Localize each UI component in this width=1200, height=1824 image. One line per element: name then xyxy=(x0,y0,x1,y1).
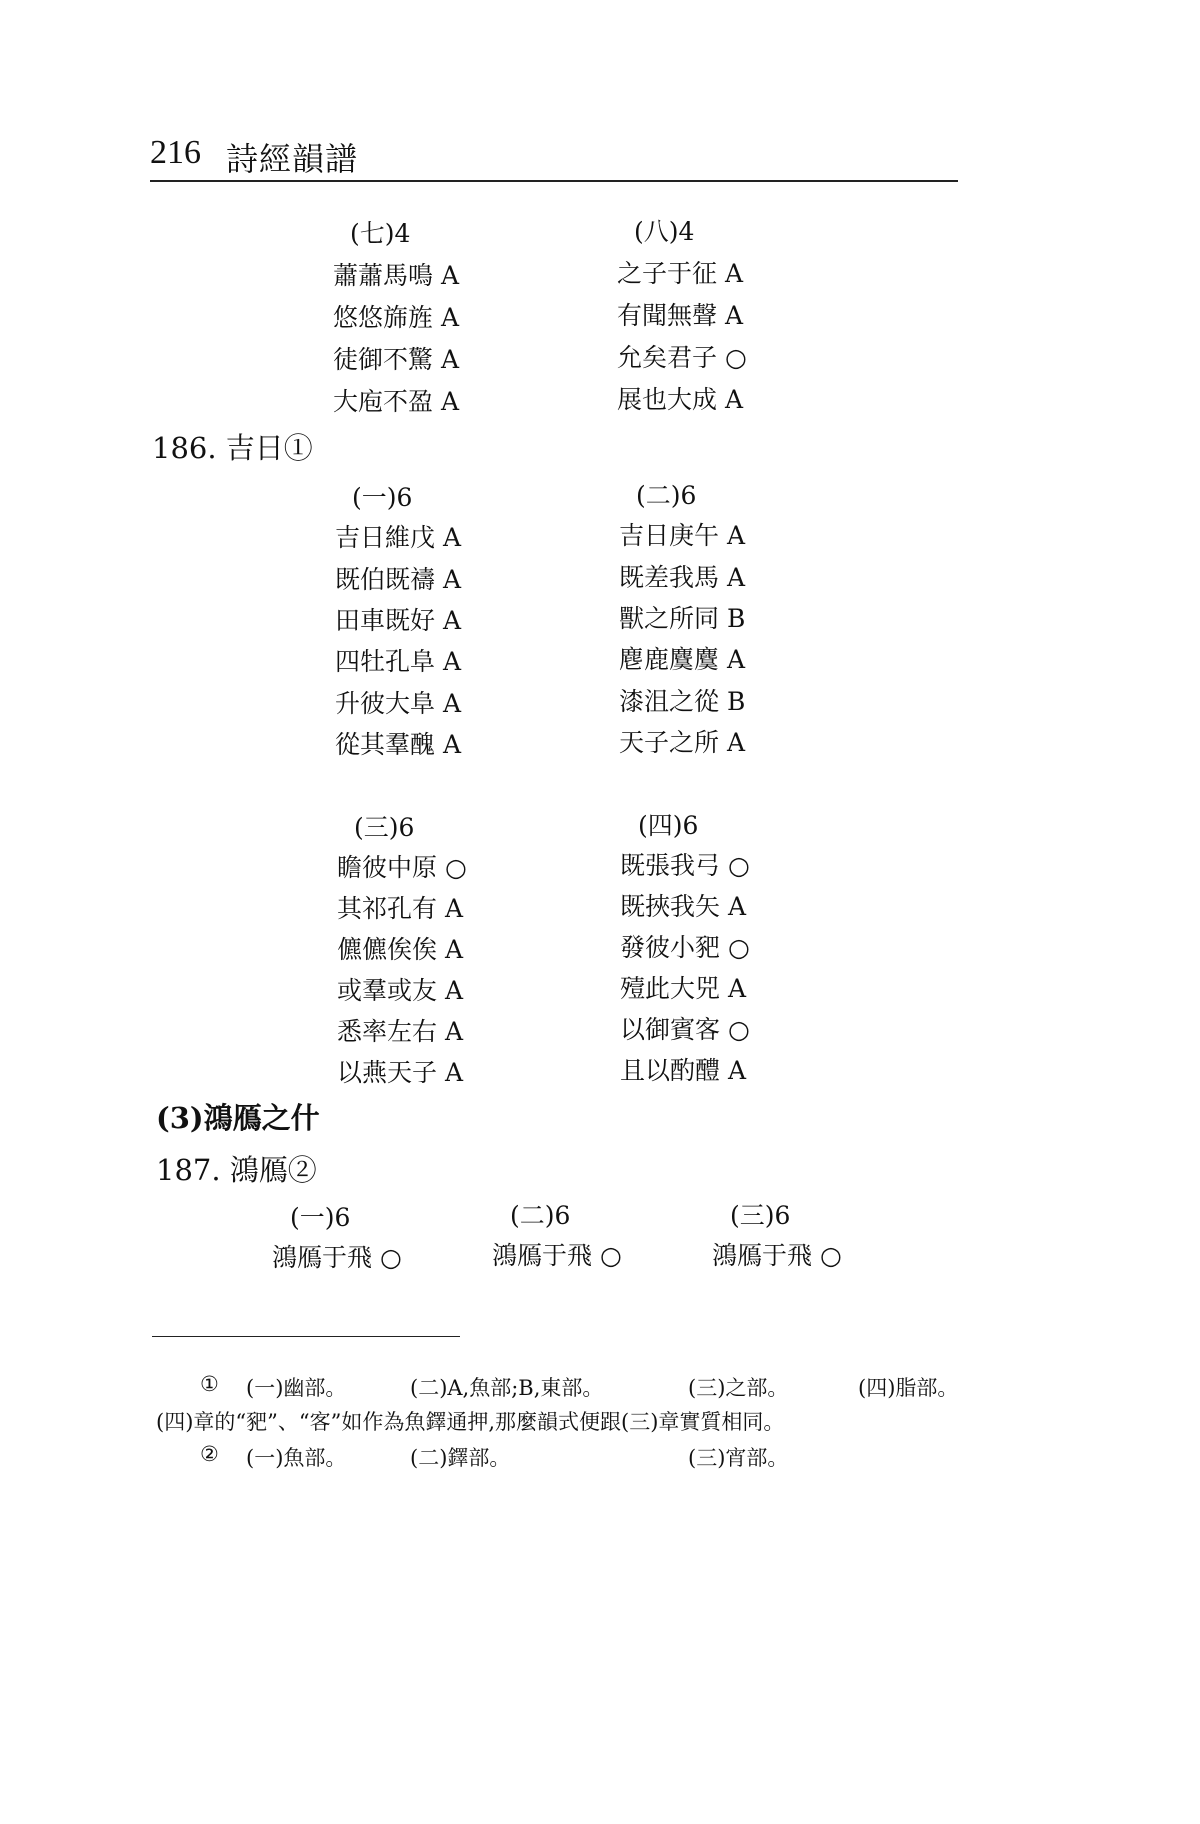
stanza-label-2: (二)6 xyxy=(510,1201,571,1230)
verse-line: 鴻鴈于飛 ○ xyxy=(272,1243,402,1272)
verse-line: 既伯既禱 A xyxy=(335,565,462,594)
verse-line: 發彼小豝 ○ xyxy=(620,933,750,962)
verse-line: 以御賓客 ○ xyxy=(620,1015,750,1044)
verse-line: 蕭蕭馬鳴 A xyxy=(333,261,460,290)
stanza-label-1: (一)6 xyxy=(290,1203,351,1232)
verse-line: 展也大成 A xyxy=(617,385,744,414)
verse-line: 麀鹿麌麌 A xyxy=(619,645,746,674)
verse-line: 悠悠旆旌 A xyxy=(333,303,460,332)
stanza-label-7: (七)4 xyxy=(350,219,411,248)
footnote-1-part-b: (二)A,魚部;B,東部。 xyxy=(410,1376,604,1400)
stanza-label-2: (二)6 xyxy=(636,481,697,510)
verse-line: 之子于征 A xyxy=(617,259,744,288)
footnote-marker-2: ② xyxy=(200,1442,219,1466)
verse-line: 從其羣醜 A xyxy=(335,730,462,759)
verse-line: 徒御不驚 A xyxy=(333,345,460,374)
header-rule xyxy=(150,180,958,182)
footnote-marker-1: ① xyxy=(200,1372,219,1396)
page-number: 216 xyxy=(150,134,201,171)
verse-line: 既挾我矢 A xyxy=(620,892,747,921)
footnote-2-part-a: (一)魚部。 xyxy=(246,1446,347,1470)
stanza-label-4: (四)6 xyxy=(638,811,699,840)
verse-line: 田車既好 A xyxy=(335,606,462,635)
stanza-label-3: (三)6 xyxy=(354,813,415,842)
section-title: (3)鴻鴈之什 xyxy=(156,1101,320,1135)
verse-line: 四牡孔阜 A xyxy=(335,647,462,676)
footnote-2-part-b: (二)鐸部。 xyxy=(410,1446,511,1470)
book-title: 詩經韻譜 xyxy=(226,140,359,178)
footnote-2-part-c: (三)宵部。 xyxy=(688,1446,789,1470)
footnote-1-part-d: (四)脂部。 xyxy=(858,1376,959,1400)
verse-line: 儦儦俟俟 A xyxy=(337,935,464,964)
verse-line: 天子之所 A xyxy=(619,728,746,757)
stanza-label-1: (一)6 xyxy=(352,483,413,512)
verse-line: 有聞無聲 A xyxy=(617,301,744,330)
verse-line: 以燕天子 A xyxy=(337,1058,464,1087)
stanza-label-3: (三)6 xyxy=(730,1201,791,1230)
verse-line: 既差我馬 A xyxy=(619,563,746,592)
footnote-1-part-c: (三)之部。 xyxy=(688,1376,789,1400)
footnote-rule xyxy=(152,1336,460,1337)
verse-line: 獸之所同 B xyxy=(619,604,746,633)
verse-line: 且以酌醴 A xyxy=(620,1056,747,1085)
verse-line: 既張我弓 ○ xyxy=(620,851,750,880)
verse-line: 殪此大兕 A xyxy=(620,974,747,1003)
verse-line: 吉日庚午 A xyxy=(619,521,746,550)
poem-title-187: 187. 鴻鴈② xyxy=(156,1153,317,1187)
verse-line: 或羣或友 A xyxy=(337,976,464,1005)
verse-line: 漆沮之從 B xyxy=(619,687,746,716)
verse-line: 瞻彼中原 ○ xyxy=(337,853,467,882)
footnote-1-part-a: (一)幽部。 xyxy=(246,1376,347,1400)
verse-line: 鴻鴈于飛 ○ xyxy=(712,1241,842,1270)
verse-line: 其祁孔有 A xyxy=(337,894,464,923)
footnote-1-continuation: (四)章的“豝”、“客”如作為魚鐸通押,那麼韻式便跟(三)章實質相同。 xyxy=(156,1410,785,1434)
stanza-label-8: (八)4 xyxy=(634,217,695,246)
verse-line: 允矣君子 ○ xyxy=(617,343,747,372)
verse-line: 鴻鴈于飛 ○ xyxy=(492,1241,622,1270)
verse-line: 悉率左右 A xyxy=(337,1017,464,1046)
poem-title-186: 186. 吉日① xyxy=(152,431,313,465)
verse-line: 升彼大阜 A xyxy=(335,689,462,718)
verse-line: 大庖不盈 A xyxy=(333,387,460,416)
verse-line: 吉日維戊 A xyxy=(335,523,462,552)
